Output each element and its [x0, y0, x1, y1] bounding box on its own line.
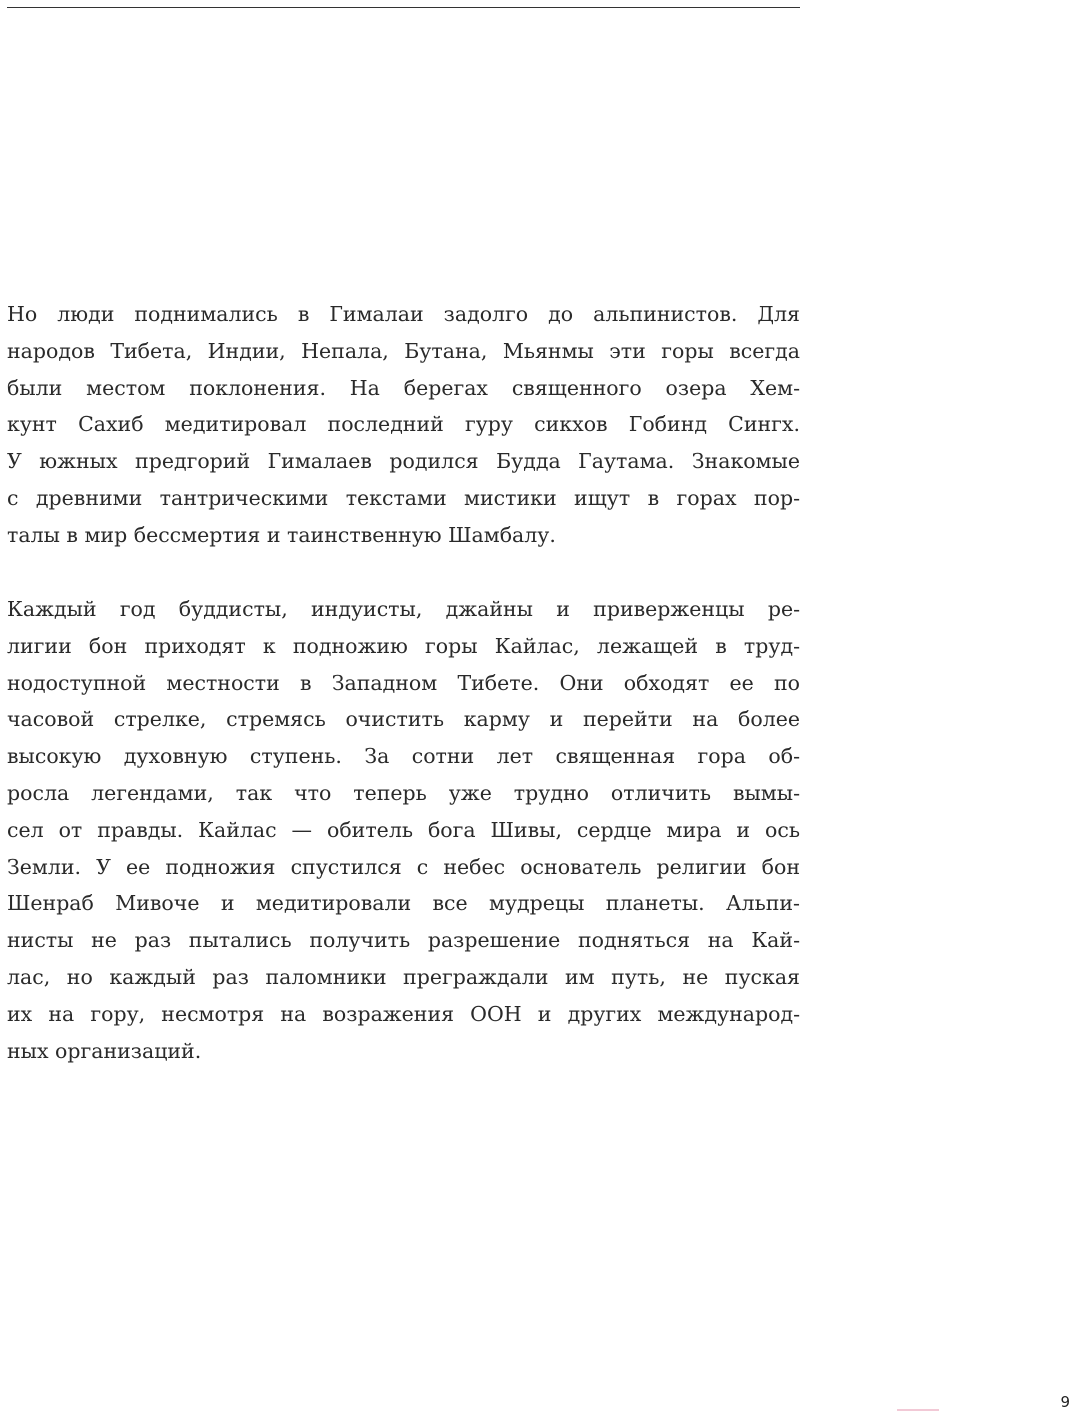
- page-number: 9: [1060, 1393, 1070, 1411]
- text-line: нисты не раз пытались получить разрешение подняться на Кай-: [7, 928, 800, 953]
- text-line: были местом поклонения. На берегах священного озера Хем-: [7, 375, 800, 400]
- text-line: ных организаций.: [7, 1038, 202, 1063]
- text-line: У южных предгорий Гималаев родился Будда Гаутама. Знакомые: [7, 449, 800, 474]
- text-line: росла легендами, так что теперь уже трудно отличить вымы-: [7, 780, 800, 805]
- top-rule: [7, 7, 800, 8]
- text-line: Шенраб Мивоче и медитировали все мудрецы планеты. Альпи-: [7, 891, 800, 916]
- text-line: лас, но каждый раз паломники преграждали им путь, не пуская: [7, 964, 800, 989]
- paragraph-1: [7, 296, 800, 554]
- text-line: кунт Сахиб медитировал последний гуру сикхов Гобинд Сингх.: [7, 412, 800, 437]
- paragraph-2: [7, 591, 800, 1069]
- text-line: лигии бон приходят к подножию горы Кайлас, лежащей в труд-: [7, 633, 800, 658]
- text-line: их на гору, несмотря на возражения ООН и других международ-: [7, 1001, 800, 1026]
- text-line: сел от правды. Кайлас — обитель бога Шивы, сердце мира и ось: [7, 817, 800, 842]
- accent-line: [897, 1409, 939, 1411]
- text-line: Земли. У ее подножия спустился с небес основатель религии бон: [7, 854, 800, 879]
- text-line: народов Тибета, Индии, Непала, Бутана, Мьянмы эти горы всегда: [7, 338, 800, 363]
- text-line: нодоступной местности в Западном Тибете. Они обходят ее по: [7, 670, 800, 695]
- text-line: с древними тантрическими текстами мистики ищут в горах пор-: [7, 485, 800, 510]
- text-line: Но люди поднимались в Гималаи задолго до альпинистов. Для: [7, 302, 800, 326]
- text-line: часовой стрелке, стремясь очистить карму и перейти на более: [7, 707, 800, 732]
- text-line: Каждый год буддисты, индуисты, джайны и приверженцы ре-: [7, 597, 800, 621]
- text-line: талы в мир бессмертия и таинственную Шамбалу.: [7, 522, 556, 547]
- text-line: высокую духовную ступень. За сотни лет священная гора об-: [7, 744, 800, 769]
